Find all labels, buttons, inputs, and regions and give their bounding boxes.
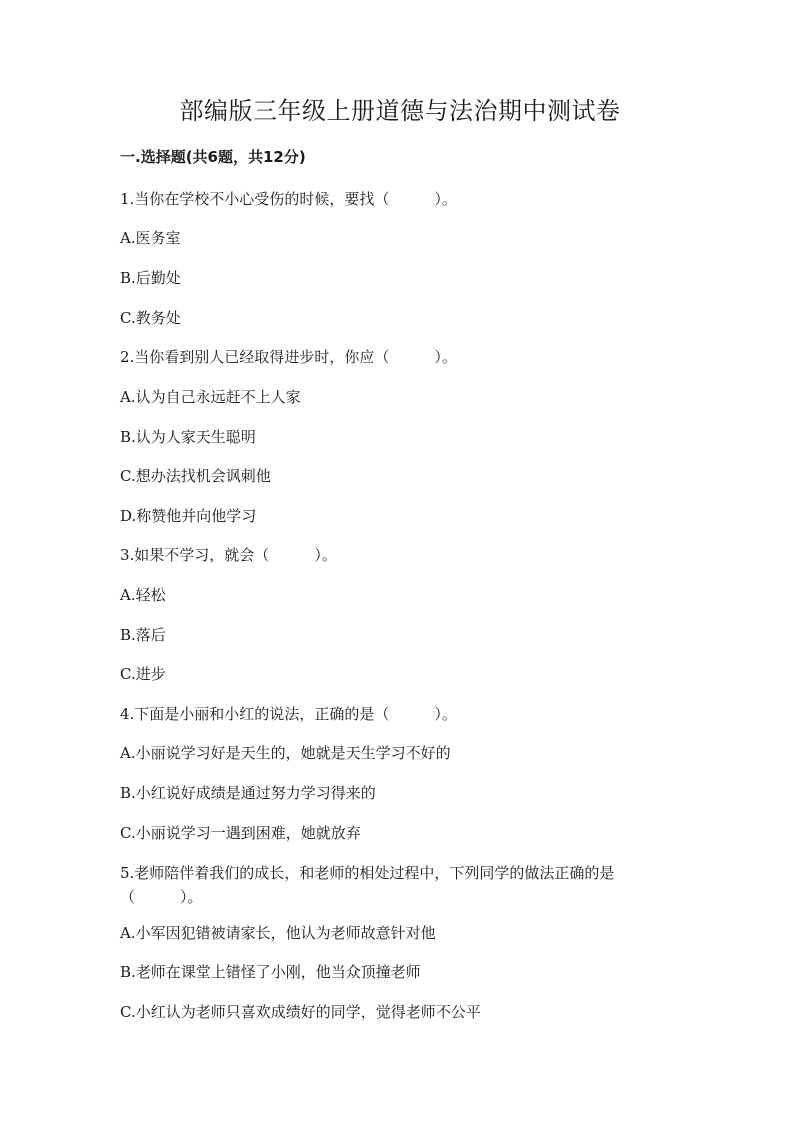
question-2-option-a: A.认为自己永远赶不上人家 <box>120 388 301 406</box>
question-3-option-c: C.进步 <box>120 665 166 683</box>
page-title: 部编版三年级上册道德与法治期中测试卷 <box>179 97 621 125</box>
question-stem-4: 4.下面是小丽和小红的说法，正确的是（ ）。 <box>120 705 457 723</box>
section-header: 一.选择题(共6题，共12分) <box>120 148 306 166</box>
question-4-option-a: A.小丽说学习好是天生的，她就是天生学习不好的 <box>120 744 451 762</box>
question-2-option-d: D.称赞他并向他学习 <box>120 507 257 525</box>
question-1-option-a: A.医务室 <box>120 229 181 247</box>
question-stem-1: 1.当你在学校不小心受伤的时候，要找（ ）。 <box>120 190 457 208</box>
question-stem-5: 5.老师陪伴着我们的成长，和老师的相处过程中，下列同学的做法正确的是（ ）。 <box>120 864 615 906</box>
question-4-option-c: C.小丽说学习一遇到困难，她就放弃 <box>120 824 361 842</box>
question-2-option-c: C.想办法找机会讽刺他 <box>120 467 271 485</box>
question-4-option-b: B.小红说好成绩是通过努力学习得来的 <box>120 784 376 802</box>
question-5-option-b: B.老师在课堂上错怪了小刚，他当众顶撞老师 <box>120 963 421 981</box>
question-5-option-a: A.小军因犯错被请家长，他认为老师故意针对他 <box>120 924 436 942</box>
question-3-option-a: A.轻松 <box>120 586 166 604</box>
question-5-option-c: C.小红认为老师只喜欢成绩好的同学，觉得老师不公平 <box>120 1003 481 1021</box>
question-3-option-b: B.落后 <box>120 626 166 644</box>
question-1-option-c: C.教务处 <box>120 309 181 327</box>
question-1-option-b: B.后勤处 <box>120 269 181 287</box>
question-stem-3: 3.如果不学习，就会（ ）。 <box>120 546 337 564</box>
question-stem-2: 2.当你看到别人已经取得进步时，你应（ ）。 <box>120 348 457 366</box>
question-2-option-b: B.认为人家天生聪明 <box>120 428 256 446</box>
